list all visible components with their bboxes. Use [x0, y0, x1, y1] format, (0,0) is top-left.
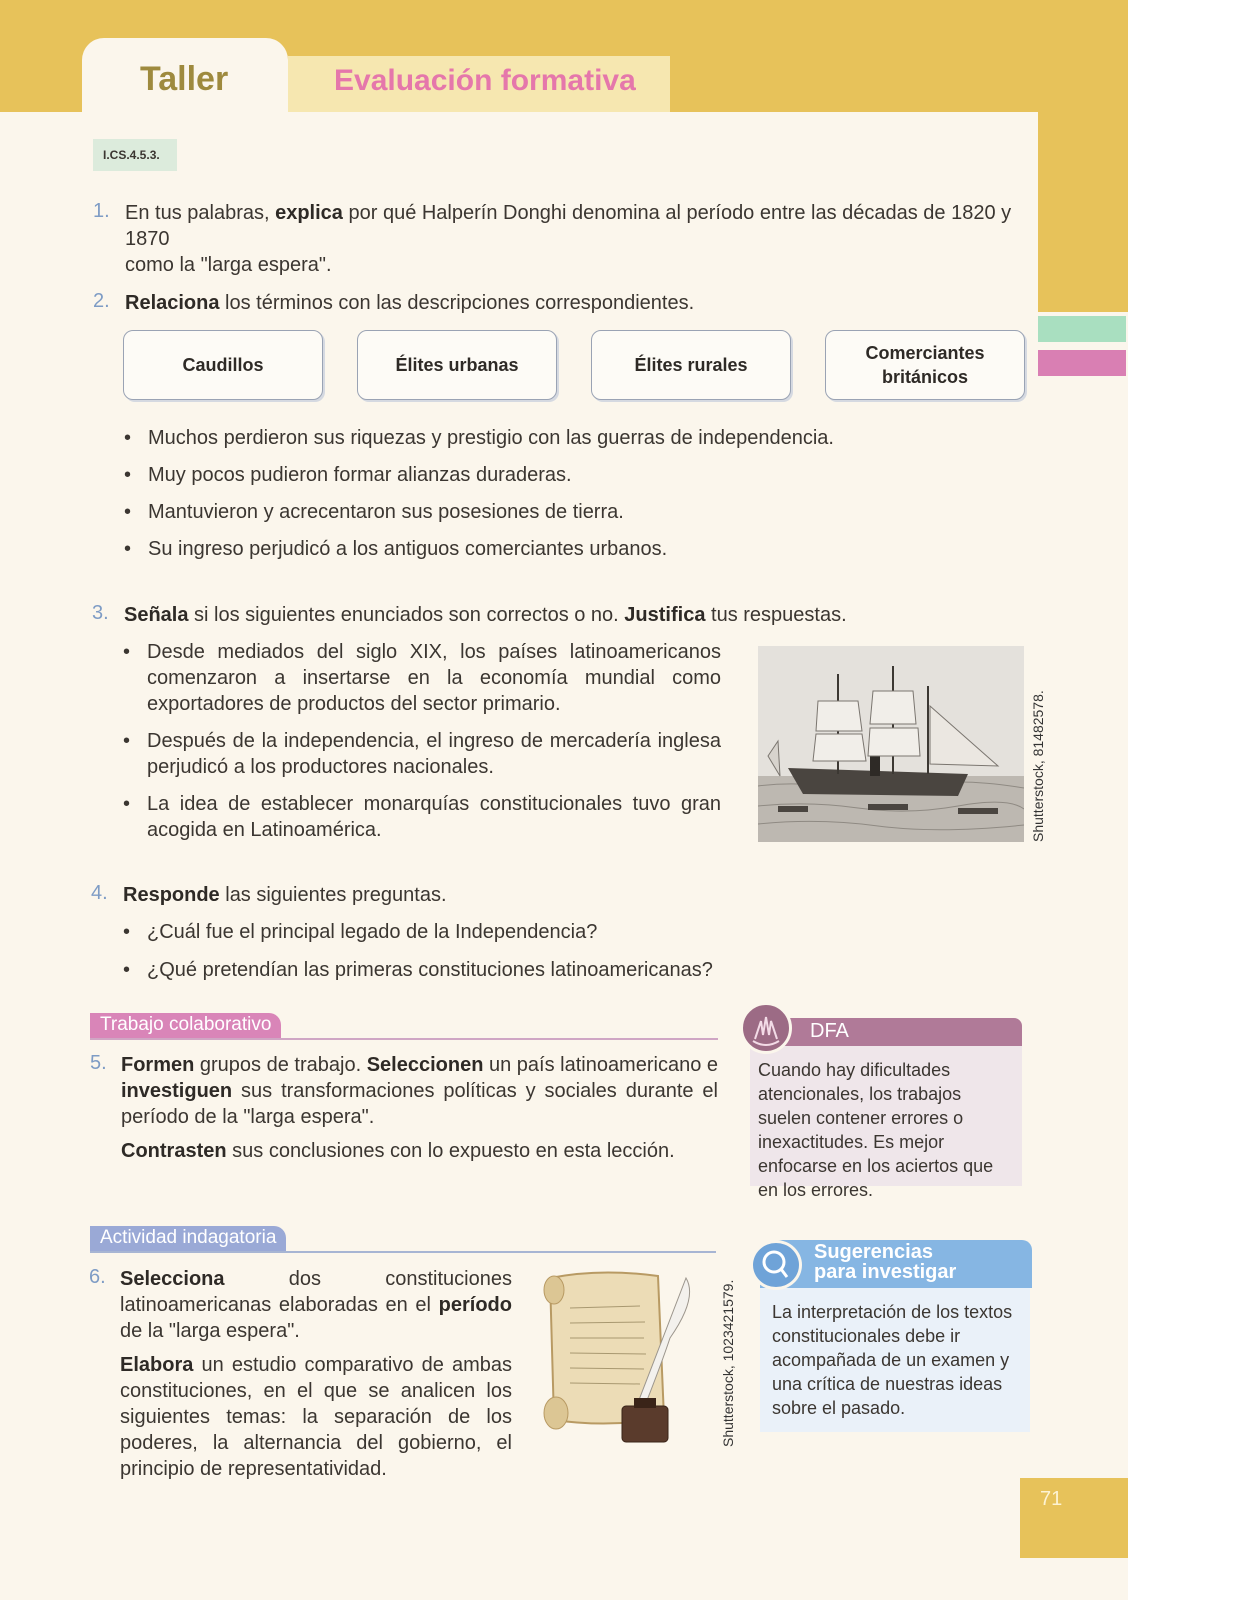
- page-subtitle: Evaluación formativa: [334, 64, 636, 97]
- list-item: • Muy pocos pudieron formar alianzas duraderas.: [124, 462, 1024, 488]
- q4-verb: Responde: [123, 884, 220, 906]
- q3-verb1: Señala: [124, 604, 189, 626]
- term-caudillos: Caudillos: [123, 330, 323, 400]
- magnifier-icon: [750, 1240, 802, 1290]
- page-edge: [1128, 0, 1236, 1600]
- section-title: Taller: [140, 60, 229, 98]
- ship-image-credit: Shutterstock, 81482578.: [1030, 690, 1046, 842]
- indicator-code: I.CS.4.5.3.: [93, 139, 177, 171]
- q6-t1: dos constituciones latinoamericanas elaboradas en el: [120, 1268, 512, 1316]
- divider: [90, 1038, 718, 1040]
- q5-verb2: Seleccionen: [366, 1054, 484, 1076]
- q1-number: 1.: [93, 200, 110, 222]
- sugerencias-title-line2: para investigar: [814, 1261, 957, 1283]
- q5-t3: sus transformaciones políticas y sociales durante el período de la "larga espera".: [121, 1080, 718, 1128]
- q5-verb4: Contrasten: [121, 1140, 227, 1162]
- q6-t2: de la "larga espera".: [120, 1320, 300, 1342]
- color-tab-green: [1038, 316, 1126, 342]
- list-item: • La idea de establecer monarquías constitucionales tuvo gran acogida en Latinoamérica.: [123, 791, 721, 843]
- list-item: • Muchos perdieron sus riquezas y prestigio con las guerras de independencia.: [124, 425, 1024, 451]
- q6-verb3: Elabora: [120, 1354, 194, 1376]
- list-item: • Mantuvieron y acrecentaron sus posesiones de tierra.: [124, 499, 1024, 525]
- q1-pre: En tus palabras,: [125, 202, 276, 224]
- ship-illustration: [758, 646, 1024, 842]
- sugerencias-title-line1: Sugerencias: [814, 1241, 933, 1263]
- q6-second-paragraph: [120, 1352, 512, 1482]
- q5-verb1: Formen: [121, 1054, 195, 1076]
- q6-text: [120, 1266, 512, 1482]
- q6-t3: un estudio comparativo de ambas constituciones, en el que se analicen los siguientes temas: la separación de los poderes, la alternancia del gobierno, el principio de representatividad.: [120, 1354, 512, 1480]
- divider: [90, 1251, 716, 1253]
- q6-number: 6.: [89, 1266, 106, 1288]
- q3-mid: si los siguientes enunciados son correctos o no.: [188, 604, 625, 626]
- term-elites-urbanas: Élites urbanas: [357, 330, 557, 400]
- q2-descriptions: [124, 425, 1024, 562]
- q1-verb: explica: [275, 202, 343, 224]
- list-item: • Después de la independencia, el ingreso de mercadería inglesa perjudicó a los productores nacionales.: [123, 728, 721, 780]
- q3-verb2: Justifica: [624, 604, 706, 626]
- page-number: 71: [1040, 1488, 1063, 1510]
- list-item: • Desde mediados del siglo XIX, los países latinoamericanos comenzaron a insertarse en la economía mundial como exportadores de productos del sector primario.: [123, 639, 721, 717]
- q2-text: [125, 290, 1025, 316]
- q4-questions: [123, 919, 1023, 983]
- list-item: • ¿Cuál fue el principal legado de la Independencia?: [123, 919, 1023, 945]
- dfa-text: Cuando hay dificultades atencionales, los trabajos suelen contener errores o inexactitudes. Es mejor enfocarse en los aciertos que en los errores.: [758, 1060, 994, 1200]
- q6-verb2: período: [438, 1294, 512, 1316]
- page-number-box: [1020, 1478, 1128, 1558]
- q4-post: las siguientes preguntas.: [219, 884, 447, 906]
- trabajo-colaborativo-tag: Trabajo colaborativo: [90, 1013, 281, 1039]
- color-tab-pink: [1038, 350, 1126, 376]
- q5-number: 5.: [90, 1052, 107, 1074]
- scroll-image-credit: Shutterstock, 1023421579.: [720, 1279, 736, 1447]
- q3-text: [124, 602, 1024, 628]
- q5-text: [121, 1052, 718, 1164]
- q5-t1: grupos de trabajo.: [194, 1054, 367, 1076]
- sugerencias-text: La interpretación de los textos constitucionales debe ir acompañada de un examen y una crítica de nuestras ideas sobre el pasado.: [772, 1302, 1013, 1418]
- list-item: • Su ingreso perjudicó a los antiguos comerciantes urbanos.: [124, 536, 1024, 562]
- dfa-header: [766, 1018, 1022, 1046]
- constitution-scroll-illustration: [540, 1268, 712, 1448]
- q4-text: [123, 882, 1023, 908]
- term-elites-rurales: Élites rurales: [591, 330, 791, 400]
- actividad-indagatoria-tag: Actividad indagatoria: [90, 1226, 286, 1252]
- q3-statements: [123, 639, 721, 843]
- q2-post: los términos con las descripciones correspondientes.: [219, 292, 695, 314]
- q1-post: por qué Halperín Donghi denomina al período entre las décadas de 1820 y 1870: [125, 202, 1012, 250]
- q4-number: 4.: [91, 882, 108, 904]
- q5-t4: sus conclusiones con lo expuesto en esta lección.: [226, 1140, 675, 1162]
- sugerencias-title: [814, 1242, 956, 1282]
- q2-verb: Relaciona: [125, 292, 220, 314]
- right-margin-band: [1036, 0, 1128, 312]
- q3-post: tus respuestas.: [705, 604, 847, 626]
- q2-number: 2.: [93, 290, 110, 312]
- q5-second-paragraph: [121, 1138, 718, 1164]
- q5-t2: un país latinoamericano e: [483, 1054, 718, 1076]
- term-comerciantes-britanicos: Comerciantes británicos: [825, 330, 1025, 400]
- q1-line2: como la "larga espera".: [125, 254, 332, 276]
- list-item: • ¿Qué pretendían las primeras constituciones latinoamericanas?: [123, 957, 1023, 983]
- q3-number: 3.: [92, 602, 109, 624]
- dfa-title: DFA: [810, 1020, 849, 1042]
- q5-verb3: investiguen: [121, 1080, 233, 1102]
- q1-text: [125, 200, 1035, 278]
- q6-verb1: Selecciona: [120, 1268, 225, 1290]
- hands-icon: [740, 1002, 792, 1054]
